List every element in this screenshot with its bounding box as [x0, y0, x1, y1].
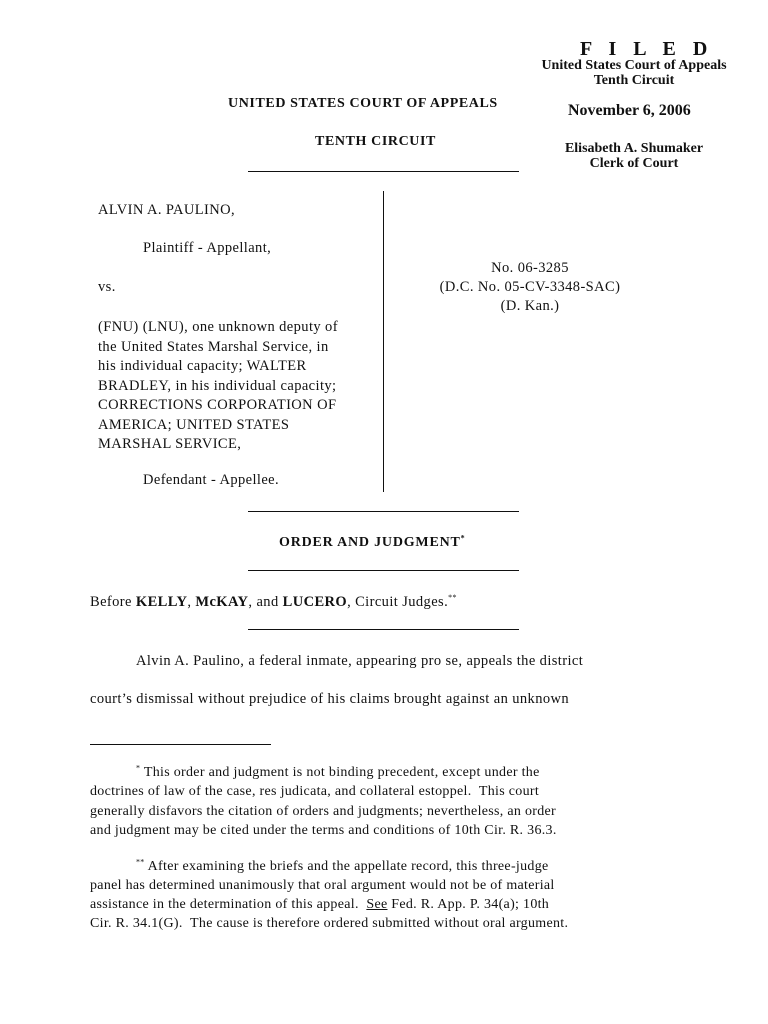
judge-mckay: McKAY: [195, 594, 249, 610]
order-title-divider: [248, 570, 519, 571]
footnote-separator: [90, 744, 271, 745]
panel-prefix: Before: [90, 594, 136, 610]
footnote-2-mark: **: [136, 857, 145, 867]
footnote-1-rest: doctrines of law of the case, res judicata, and collateral estoppel. This court generally disfavors the citation of orders and judgments; nevertheless, an order and judgment may be cited under the terms and conditions of 10th Cir. R. 36.3.: [90, 784, 557, 838]
district-court: (D. Kan.): [500, 298, 560, 314]
panel-line: [90, 594, 457, 611]
versus-label: vs.: [98, 279, 116, 295]
header-divider: [248, 171, 519, 172]
footnote-2-line-3: [90, 895, 549, 915]
footnote-2-first-line: [136, 857, 549, 877]
judge-kelly: KELLY: [135, 594, 188, 610]
body-line-1: Alvin A. Paulino, a federal inmate, appearing pro se, appeals the district: [136, 653, 584, 669]
clerk-name: Elisabeth A. Shumaker: [564, 141, 704, 156]
panel-suffix: , Circuit Judges.: [347, 594, 449, 610]
filed-stamp-circuit: Tenth Circuit: [593, 73, 675, 88]
footnote-2-line-3-post: Fed. R. App. P. 34(a); 10th: [387, 897, 550, 912]
order-title-footnote-mark: *: [460, 533, 466, 543]
case-number: No. 06-3285: [491, 260, 569, 276]
body-line-2: court’s dismissal without prejudice of his claims brought against an unknown: [90, 691, 570, 707]
defendants-list: (FNU) (LNU), one unknown deputy of the United States Marshal Service, in his individual capacity; WALTER BRADLEY, in his individual capacity; CORRECTIONS CORPORATION OF AMERICA; UNITED STATES MARSHAL SERVICE,: [98, 319, 338, 452]
see-signal: See: [366, 897, 388, 912]
panel-sep: , and: [248, 594, 283, 610]
panel-sep: ,: [187, 594, 196, 610]
panel-footnote-mark: **: [448, 593, 457, 603]
defendant-role: Defendant - Appellee.: [143, 472, 280, 488]
caption-divider: [383, 191, 384, 492]
footnote-2-line-4: Cir. R. 34.1(G). The cause is therefore ordered submitted without oral argument.: [90, 916, 569, 931]
district-case-number: (D.C. No. 05-CV-3348-SAC): [439, 279, 621, 295]
footnote-2-line-2: panel has determined unanimously that oral argument would not be of material: [90, 878, 555, 893]
footnote-1-mark: *: [136, 763, 141, 773]
plaintiff-role: Plaintiff - Appellant,: [143, 240, 272, 256]
judge-lucero: LUCERO: [282, 594, 348, 610]
footnote-2-line-3-pre: assistance in the determination of this appeal.: [90, 897, 367, 912]
order-title-text: ORDER AND JUDGMENT: [279, 535, 461, 550]
filed-stamp-date: November 6, 2006: [568, 102, 691, 119]
panel-divider: [248, 629, 519, 630]
court-name: UNITED STATES COURT OF APPEALS: [228, 96, 498, 111]
clerk-title: Clerk of Court: [589, 156, 679, 171]
caption-bottom-divider: [248, 511, 519, 512]
filed-stamp-court: United States Court of Appeals: [541, 58, 727, 73]
order-title: [279, 535, 465, 551]
plaintiff-name: ALVIN A. PAULINO,: [98, 202, 236, 218]
footnote-1-text: This order and judgment is not binding precedent, except under the: [140, 765, 540, 780]
court-circuit: TENTH CIRCUIT: [315, 134, 436, 149]
footnote-1-first-line: [136, 763, 540, 783]
footnote-2-text: After examining the briefs and the appellate record, this three-judge: [144, 859, 549, 874]
filed-stamp-title: F I L E D: [580, 38, 714, 60]
